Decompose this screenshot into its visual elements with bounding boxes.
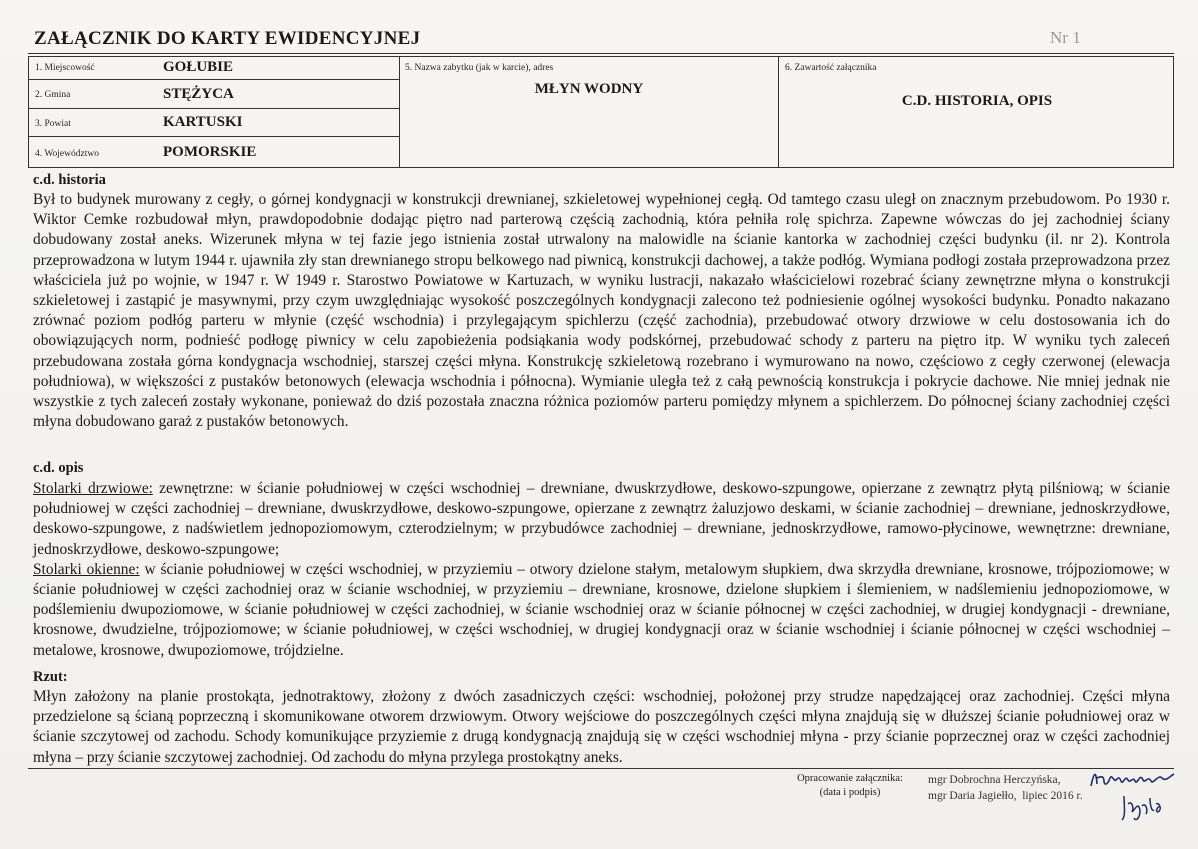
header-divider — [28, 53, 1174, 54]
zawartosc-value: C.D. HISTORIA, OPIS — [901, 93, 1053, 109]
rzut-text: Młyn założony na planie prostokąta, jednotraktowy, złożony z dwóch zasadniczych części: wschodniej, położonej przy strudze napędzającej oraz zachodniej. Części młyna przedzielone są ścianą poprzeczną i skomunikowane otworem drzwiowym. Otwory wejściowe do poszczególnych części młyna znajdują się w dłuższej ścianie południowej oraz w ścianie szczytowej od zachodu. Schody komunikujące przyziemie z drugą kondygnacją znajdują się w części wschodniej młyna - przy ścianie poprzecznej oraz w części zachodniej młyna – przy ścianie szczytowej zachodniej. Od zachodu do młyna przylega prostokątny aneks. — [33, 688, 1170, 766]
metadata-grid — [28, 56, 1174, 168]
author-2: mgr Daria Jagiełło, — [928, 790, 1017, 802]
attachment-number: Nr 1 — [1050, 28, 1081, 47]
grid-divider — [778, 57, 779, 167]
footer-date: lipiec 2016 r. — [1022, 790, 1083, 802]
opis-heading: c.d. opis — [33, 460, 84, 476]
rzut-heading: Rzut: — [33, 669, 68, 685]
historia-heading: c.d. historia — [33, 172, 106, 188]
opis-text — [33, 479, 1170, 661]
drzwi-label: Stolarki drzwiowe: — [33, 480, 153, 497]
okna-text: w ścianie południowej w części wschodniej, w przyziemiu – otwory dzielone stałym, metalowym słupkiem, dwa skrzydła drewniane, krosnowe, trójpoziomowe; w ścianie południowej w części zachodniej oraz w ścianie wschodniej, w przyziemiu – drewniane, krosnowe, dzielone słupkiem i ślemieniem, w nadślemieniu jednopoziomowe, w podślemieniu dwupoziomowe, w ścianie południowej w części zachodniej, w ścianie wschodniej oraz w ścianie północnej w części zachodniej, w drugiej kondygnacji - drewniane, krosnowe, dwudzielne, trójpoziomowe; w ścianie południowej, w części wschodniej, w drugiej kondygnacji oraz w ścianie wschodniej i ścianie północnej w części wschodniej – metalowe, krosnowe, dwupoziomowe, trójdzielne. — [33, 560, 1170, 659]
okna-label: Stolarki okienne: — [33, 560, 140, 578]
grid-divider — [29, 108, 399, 109]
historia-text: Był to budynek murowany z cegły, o górnej kondygnacji w konstrukcji drewnianej, szkieletowej wypełnionej cegłą. Od tamtego czasu uległ on znacznym przebudowom. Po 1930 r. Wiktor Cemke rozbudował młyn, prawdopodobnie dodając piętro nad parterową częścią zachodnią, która pełniła rolę spichrza. Zapewne wówczas do jej zachodniej ściany dobudowany został aneks. Wizerunek młyna w tej fazie jego istnienia został utrwalony na malowidle na ścianie kantorka w zachodniej części budynku (il. nr 2). Kontrola przeprowadzona w lutym 1944 r. ujawniła zły stan drewnianego stropu belkowego nad piwnicą, konstrukcji dachowej, a także podłóg. Wymiana podłogi została przeprowadzona przez właściciela już po wojnie, w 1947 r. W 1949 r. Starostwo Powiatowe w Kartuzach, w wyniku lustracji, nakazało właścicielowi rozebrać ściany zewnętrzne młyna o konstrukcji szkieletowej i zastąpić je masywnymi, przy czym uwzględniając wysokość poszczególnych kondygnacji zalecono też podniesienie ogólnej wysokości budynku. Ponadto nakazano zrównać poziom podłóg parteru w młynie (część wschodnia) i przylegającym spichlerzu (część zachodnia), przebudować otwory drzwiowe w celu dostosowania ich do obowiązujących norm, podnieść podłogę piwnicy w celu zapobieżenia podsiąkania wody podskórnej, przebudować schody z parteru na piętro itp. W wyniku tych zaleceń przebudowana została górna kondygnacja wschodniej, starszej części młyna. Konstrukcję szkieletową rozebrano i wymurowano na nowo, częściowo z cegły czerwonej (elewacja południowa), w większości z pustaków betonowych (elewacja wschodnia i północna). Wymianie uległa też z całą pewnością konstrukcja i pokrycie dachowe. Nie mniej jednak nie wszystkie z tych zaleceń zostały wykonane, ponieważ do dziś pozostała znaczna różnica poziomów parteru pomiędzy młynem a spichlerzem. Do północnej ściany zachodniej części młyna dobudowano garaż z pustaków betonowych. — [33, 191, 1170, 431]
powiat-label: 3. Powiat — [35, 119, 71, 129]
gmina-label: 2. Gmina — [35, 90, 71, 100]
grid-divider — [399, 57, 400, 167]
wojewodztwo-label: 4. Województwo — [35, 149, 99, 159]
document-title: ZAŁĄCZNIK DO KARTY EWIDENCYJNEJ — [34, 28, 421, 49]
grid-divider — [29, 136, 399, 137]
miejscowosc-label: 1. Miejscowość — [35, 63, 95, 73]
wojewodztwo-value: POMORSKIE — [163, 144, 257, 160]
footer-divider — [28, 768, 1174, 769]
zawartosc-label: 6. Zawartość załącznika — [785, 63, 877, 73]
footer-authors — [928, 772, 1083, 804]
gmina-value: STĘŻYCA — [163, 86, 234, 102]
zabytek-label: 5. Nazwa zabytku (jak w karcie), adres — [405, 63, 554, 73]
powiat-value: KARTUSKI — [163, 114, 243, 130]
author-1: mgr Dobrochna Herczyńska, — [928, 774, 1061, 786]
grid-divider — [29, 79, 399, 80]
footer-label — [790, 772, 910, 800]
zabytek-value: MŁYN WODNY — [534, 81, 644, 97]
footer-label-line2: (data i podpis) — [819, 787, 881, 798]
signature-jagiello — [1120, 790, 1166, 824]
footer-label-line1: Opracowanie załącznika: — [797, 773, 903, 784]
drzwi-text: zewnętrzne: w ścianie południowej w części wschodniej – drewniane, dwuskrzydłowe, deskowo-szpungowe, opierzane z zewnątrz płytą pilśniową; w ścianie południowej w części zachodniej – drewniane, dwuskrzydłowe, deskowo-szpungowe, opierzane z zewnątrz żaluzjowo deskami, w ścianie zachodniej – drewniane, jednoskrzydłowe, deskowo-szpungowe, z nadświetlem jednopoziomowym, czterodzielnym; w przybudówce zachodniej – drewniane, jednoskrzydłowe, ramowo-płycinowe, wewnętrzne: drewniane, jednoskrzydłowe, deskowo-szpungowe; — [33, 480, 1170, 558]
miejscowosc-value: GOŁUBIE — [163, 59, 234, 75]
